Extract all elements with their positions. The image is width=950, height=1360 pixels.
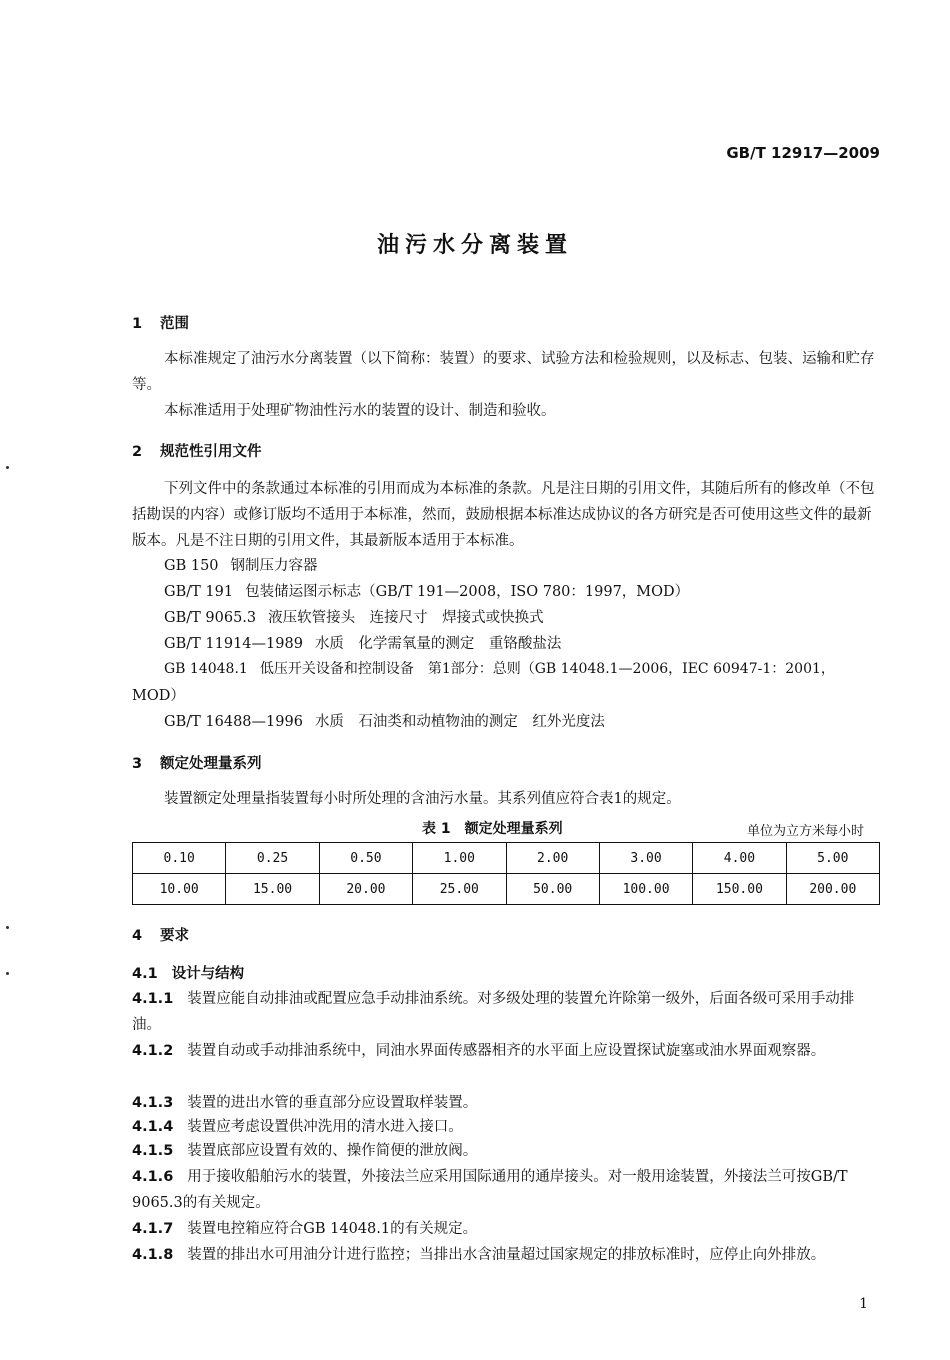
section-4-heading: 4 要求	[132, 928, 189, 944]
table-cell: 4.00	[693, 843, 786, 874]
table-unit: 单位为立方米每小时	[746, 824, 864, 839]
document-title: 油污水分离装置	[376, 233, 573, 258]
table-row	[133, 874, 880, 905]
reference-item: GB/T 191 包装储运图示标志（GB/T 191—2008，ISO 780：1997，MOD）	[164, 584, 690, 600]
table-cell: 20.00	[319, 874, 412, 905]
section-2-paragraph-1: 下列文件中的条款通过本标准的引用而成为本标准的条款。凡是注日期的引用文件，其随后所有的修改单（不包括勘误的内容）或修订版均不适用于本标准，然而，鼓励根据本标准达成协议的各方研究是否可使用这些文件的最新版本。凡是不注日期的引用文件，其最新版本适用于本标准。	[132, 481, 875, 549]
clause-item: 4.1.1 装置应能自动排油或配置应急手动排油系统。对多级处理的装置允许除第一级外，后面各级可采用手动排油。	[132, 991, 855, 1033]
section-1-paragraph-2: 本标准适用于处理矿物油性污水的装置的设计、制造和验收。	[164, 403, 556, 419]
page-number: 1	[859, 1296, 868, 1312]
section-1-paragraph-1: 本标准规定了油污水分离装置（以下简称：装置）的要求、试验方法和检验规则，以及标志、包装、运输和贮存等。	[132, 351, 875, 393]
table-cell: 10.00	[133, 874, 226, 905]
table-cell: 100.00	[599, 874, 692, 905]
table-cell: 0.50	[319, 843, 412, 874]
capacity-table	[132, 842, 880, 905]
scan-mark	[6, 972, 9, 975]
table-cell: 0.25	[226, 843, 319, 874]
table-caption: 表 1 额定处理量系列	[422, 821, 563, 837]
reference-item: GB/T 9065.3 液压软管接头 连接尺寸 焊接式或快换式	[164, 610, 544, 626]
subsection-4-1-heading: 4.1 设计与结构	[132, 966, 245, 982]
clause-item: 4.1.7 装置电控箱应符合GB 14048.1的有关规定。	[132, 1221, 478, 1237]
table-cell: 3.00	[599, 843, 692, 874]
clause-item: 4.1.3 装置的进出水管的垂直部分应设置取样装置。	[132, 1095, 478, 1111]
table-row	[133, 843, 880, 874]
reference-item-continuation: MOD）	[132, 688, 185, 704]
table-cell: 50.00	[506, 874, 599, 905]
table-cell: 2.00	[506, 843, 599, 874]
section-2-heading: 2 规范性引用文件	[132, 444, 262, 460]
reference-item: GB/T 16488—1996 水质 石油类和动植物油的测定 红外光度法	[164, 714, 605, 730]
section-1-heading: 1 范围	[132, 316, 189, 332]
section-3-heading: 3 额定处理量系列	[132, 756, 262, 772]
clause-item: 4.1.4 装置应考虑设置供冲洗用的清水进入接口。	[132, 1119, 463, 1135]
clause-item: 4.1.8 装置的排出水可用油分计进行监控；当排出水含油量超过国家规定的排放标准时，应停止向外排放。	[132, 1247, 826, 1263]
reference-item: GB 14048.1 低压开关设备和控制设备 第1部分：总则（GB 14048.1—2006，IEC 60947-1：2001，	[164, 661, 835, 677]
clause-item: 4.1.5 装置底部应设置有效的、操作简便的泄放阀。	[132, 1143, 478, 1159]
scan-mark	[6, 466, 9, 469]
standard-number: GB/T 12917—2009	[726, 144, 880, 162]
table-cell: 1.00	[413, 843, 506, 874]
clause-item: 4.1.6 用于接收船舶污水的装置，外接法兰应采用国际通用的通岸接头。对一般用途装置，外接法兰可按GB/T 9065.3的有关规定。	[132, 1169, 848, 1211]
table-cell: 150.00	[693, 874, 786, 905]
table-cell: 0.10	[133, 843, 226, 874]
section-3-paragraph-1: 装置额定处理量指装置每小时所处理的含油污水量。其系列值应符合表1的规定。	[164, 791, 681, 807]
table-cell: 15.00	[226, 874, 319, 905]
scan-mark	[6, 926, 9, 929]
reference-item: GB 150 钢制压力容器	[164, 558, 318, 574]
table-cell: 25.00	[413, 874, 506, 905]
table-cell: 5.00	[786, 843, 879, 874]
clause-item: 4.1.2 装置自动或手动排油系统中，同油水界面传感器相齐的水平面上应设置探试旋塞或油水界面观察器。	[132, 1043, 826, 1059]
reference-item: GB/T 11914—1989 水质 化学需氧量的测定 重铬酸盐法	[164, 636, 562, 652]
table-cell: 200.00	[786, 874, 879, 905]
